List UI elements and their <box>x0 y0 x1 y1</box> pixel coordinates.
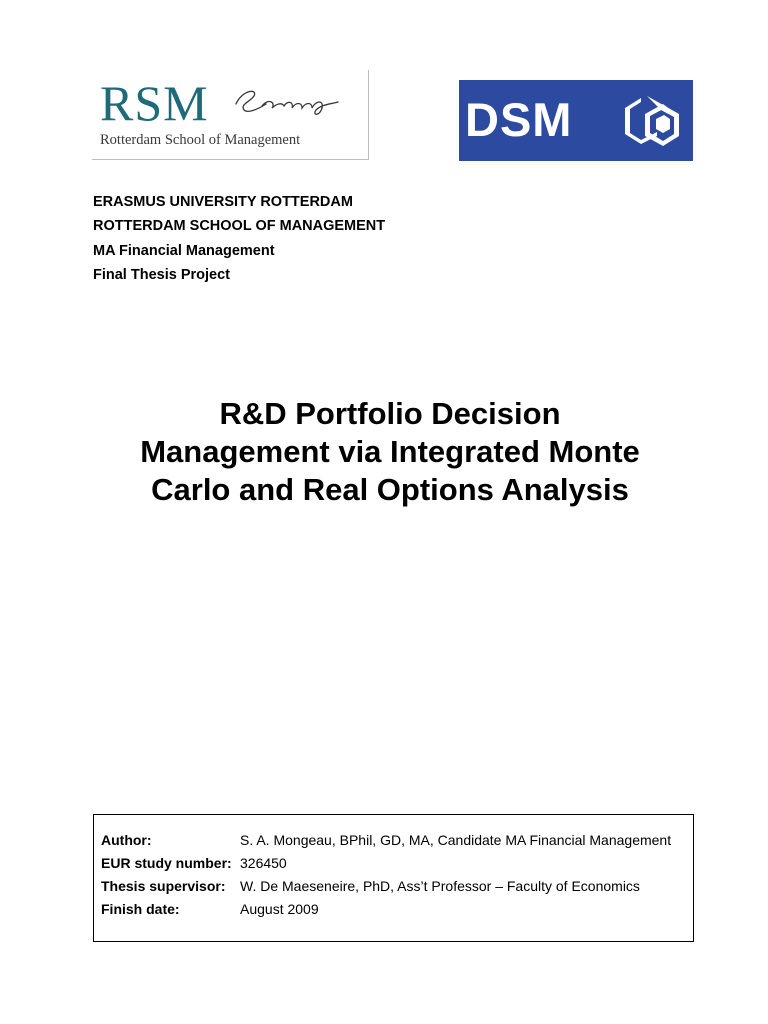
program-name: MA Financial Management <box>93 242 275 259</box>
dsm-hexagon-symbol-icon <box>621 92 683 150</box>
finish-date-label: Finish date: <box>101 901 180 917</box>
rsm-logo <box>92 70 369 160</box>
thesis-title <box>90 395 690 509</box>
university-name: ERASMUS UNIVERSITY ROTTERDAM <box>93 194 353 210</box>
institution-heading <box>93 190 385 287</box>
finish-date-value: August 2009 <box>240 901 319 917</box>
rsm-logo-letters: RSM <box>100 75 209 131</box>
school-name: ROTTERDAM SCHOOL OF MANAGEMENT <box>93 218 386 235</box>
study-number-value: 326450 <box>240 855 287 871</box>
dsm-logo <box>459 80 693 161</box>
thesis-title-line: R&D Portfolio Decision <box>219 396 561 431</box>
dsm-logo-text: DSM <box>465 93 573 146</box>
supervisor-value: W. De Maeseneire, PhD, Ass’t Professor – Faculty of Economics <box>240 878 640 894</box>
thesis-info-box <box>93 814 694 942</box>
rsm-logo-subtitle: Rotterdam School of Management <box>100 132 301 148</box>
study-number-label: EUR study number: <box>101 855 232 871</box>
supervisor-label: Thesis supervisor: <box>101 878 226 894</box>
author-value: S. A. Mongeau, BPhil, GD, MA, Candidate MA Financial Management <box>240 832 672 848</box>
author-label: Author: <box>101 832 152 848</box>
thesis-title-line: Carlo and Real Options Analysis <box>151 472 629 507</box>
document-type: Final Thesis Project <box>93 266 230 283</box>
erasmus-signature-icon <box>232 82 342 122</box>
thesis-title-line: Management via Integrated Monte <box>140 434 640 469</box>
